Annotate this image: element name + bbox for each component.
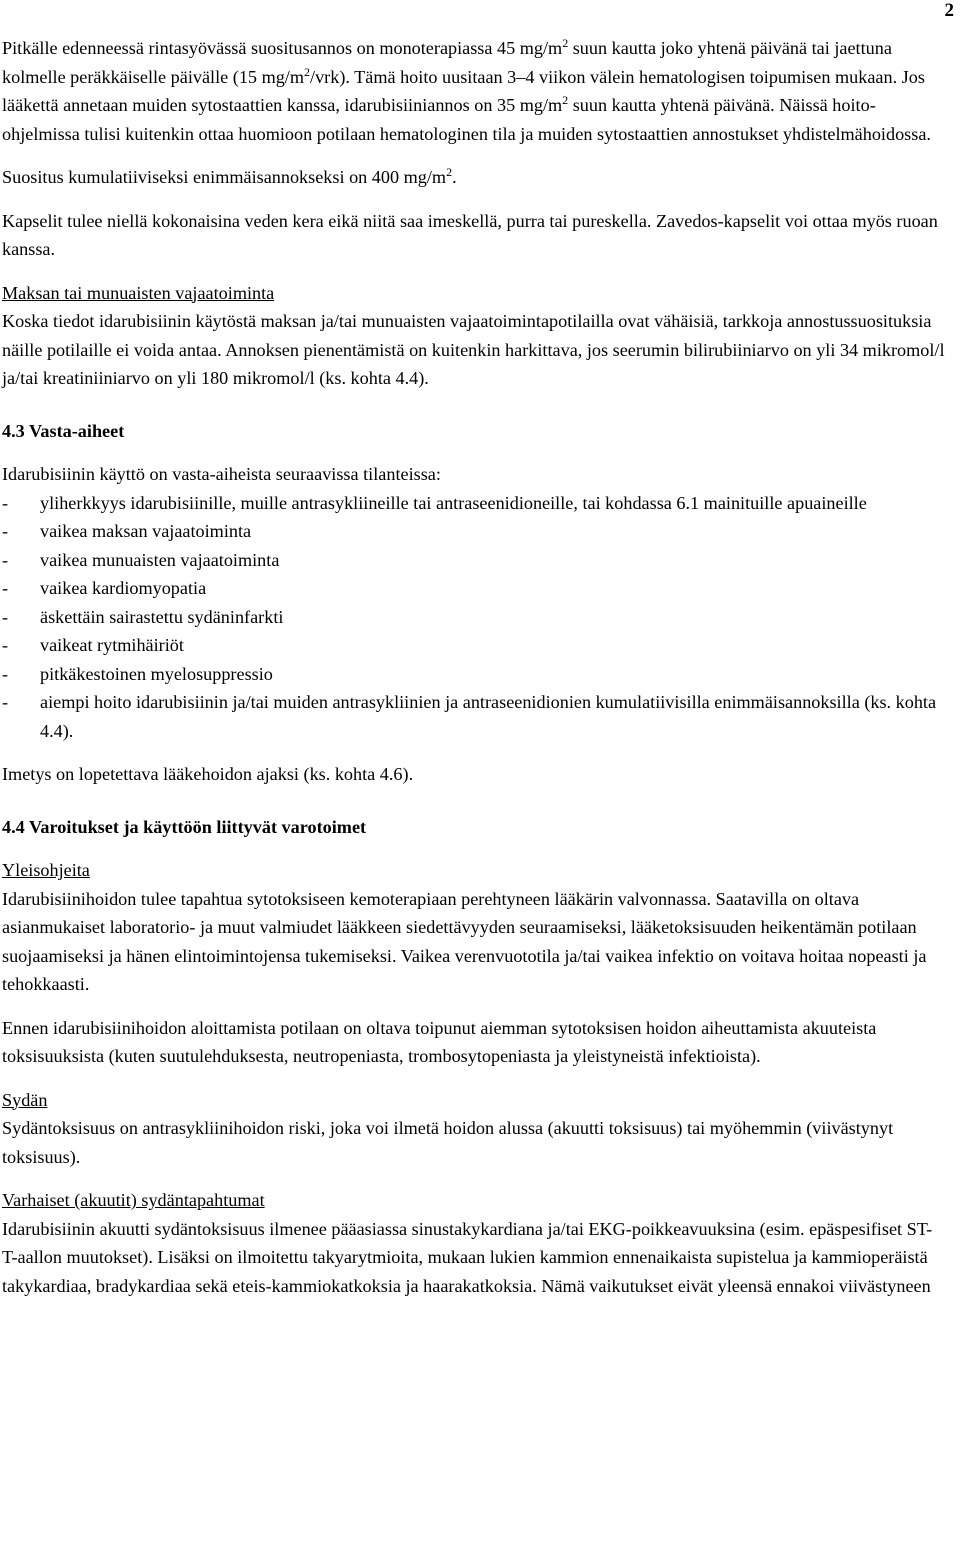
impairment-paragraph: Koska tiedot idarubisiinin käytöstä maksan ja/tai munuaisten vajaatoimintapotilailla ovat vähäisiä, tarkkoja annostussuosituksia näille potilaille ei voida antaa. Annoksen pienentämistä on kuitenkin harkittava, jos seerumin bilirubiiniarvo on yli 34 mikromol/l ja/tai kreatiniiniarvo on yli 180 mikromol/l (ks. kohta 4.4). (2, 311, 945, 388)
impairment-heading: Maksan tai munuaisten vajaatoiminta (2, 282, 275, 303)
section-4-3-heading: 4.3 Vasta-aiheet (2, 420, 125, 441)
general-heading: Yleisohjeita (2, 860, 90, 880)
lactation-paragraph: Imetys on lopetettava lääkehoidon ajaksi (ks. kohta 4.6). (2, 764, 414, 784)
contraindications-intro: Idarubisiinin käyttö on vasta-aiheista seuraavissa tilanteissa: (2, 464, 441, 484)
capsules-paragraph: Kapselit tulee niellä kokonaisina veden kera eikä niitä saa imeskellä, purra tai pureskella. Zavedos-kapselit voi ottaa myös ruoan kanssa. (2, 210, 938, 259)
dosage-paragraph: Pitkälle edenneessä rintasyövässä suositusannos on monoterapiassa 45 $mg/m^2$ suun kautta joko yhtenä päivänä tai jaettuna kolmelle peräkkäiselle päivälle (15 $mg/m^2/vrk$). Tämä hoito uusitaan 3–4 viikon välein hematologisen toipumisen mukaan. Jos lääkettä annetaan muiden sytostaattien kanssa, idarubisiiniannos on 35 $mg/m^2$ suun kautta yhtenä päivänä. Näissä hoito-ohjelmissa tulisi kuitenkin ottaa huomioon potilaan hematologinen tila ja muiden sytostaattien annostukset yhdistelmähoidossa. (2, 35, 931, 144)
page-number: 2 (944, 0, 954, 21)
contraindications-list (2, 489, 946, 746)
cumulative-dose-paragraph: Suositus kumulatiiviseksi enimmäisannokseksi on 400 $mg/m^2$. (2, 164, 457, 187)
early-events-paragraph: Idarubisiinin akuutti sydäntoksisuus ilmenee pääasiassa sinustakykardiana ja/tai EKG-poikkeavuuksina (esim. epäspesifiset ST-T-aallon muutokset). Lisäksi on ilmoitettu takyarytmioita, mukaan lukien kammion ennenaikaista supistelua ja kammioperäistä takykardiaa, bradykardiaa sekä eteis-kammiokatkoksia ja haarakatkoksia. Nämä vaikutukset eivät yleensä ennakoi viivästyneen (2, 1218, 933, 1296)
document-body (2, 34, 946, 1300)
list-item: - äskettäin sairastettu sydäninfarkti (2, 603, 946, 632)
list-item: - aiempi hoito idarubisiinin ja/tai muiden antrasykliinien ja antraseenidionien kumulatiivisilla enimmäisannoksilla (ks. kohta 4.4). (2, 688, 946, 745)
list-item: - vaikea maksan vajaatoiminta (2, 517, 946, 546)
heart-heading: Sydän (2, 1089, 48, 1110)
early-events-heading: Varhaiset (akuutit) sydäntapahtumat (2, 1190, 265, 1210)
list-item: - vaikea kardiomyopatia (2, 574, 946, 603)
list-item: - pitkäkestoinen myelosuppressio (2, 660, 946, 689)
heart-paragraph: Sydäntoksisuus on antrasykliinihoidon riski, joka voi ilmetä hoidon alussa (akuutti toksisuus) tai myöhemmin (viivästynyt toksisuus). (2, 1118, 894, 1167)
list-item: - yliherkkyys idarubisiinille, muille antrasykliineille tai antraseenidioneille, tai kohdassa 6.1 mainituille apuaineille (2, 489, 946, 518)
list-item: - vaikea munuaisten vajaatoiminta (2, 546, 946, 575)
general-paragraph-2: Ennen idarubisiinihoidon aloittamista potilaan on oltava toipunut aiemman sytotoksisen hoidon aiheuttamista akuuteista toksisuuksista (kuten suutulehduksesta, neutropeniasta, trombosytopeniasta ja yleistyneistä infektioista). (2, 1017, 877, 1066)
list-item: - vaikeat rytmihäiriöt (2, 631, 946, 660)
general-paragraph-1: Idarubisiinihoidon tulee tapahtua sytotoksiseen kemoterapiaan perehtyneen lääkärin valvonnassa. Saatavilla on oltava asianmukaiset laboratorio- ja muut valmiudet lääkkeen siedettävyyden seuraamiseksi, lääketoksisuuden heikentämän potilaan suojaamiseksi ja hänen elintoimintojensa tukemiseksi. Vaikea verenvuototila ja/tai vaikea infektio on voitava hoitaa nopeasti ja tehokkaasti. (2, 888, 927, 994)
section-4-4-heading: 4.4 Varoitukset ja käyttöön liittyvät varotoimet (2, 816, 367, 837)
